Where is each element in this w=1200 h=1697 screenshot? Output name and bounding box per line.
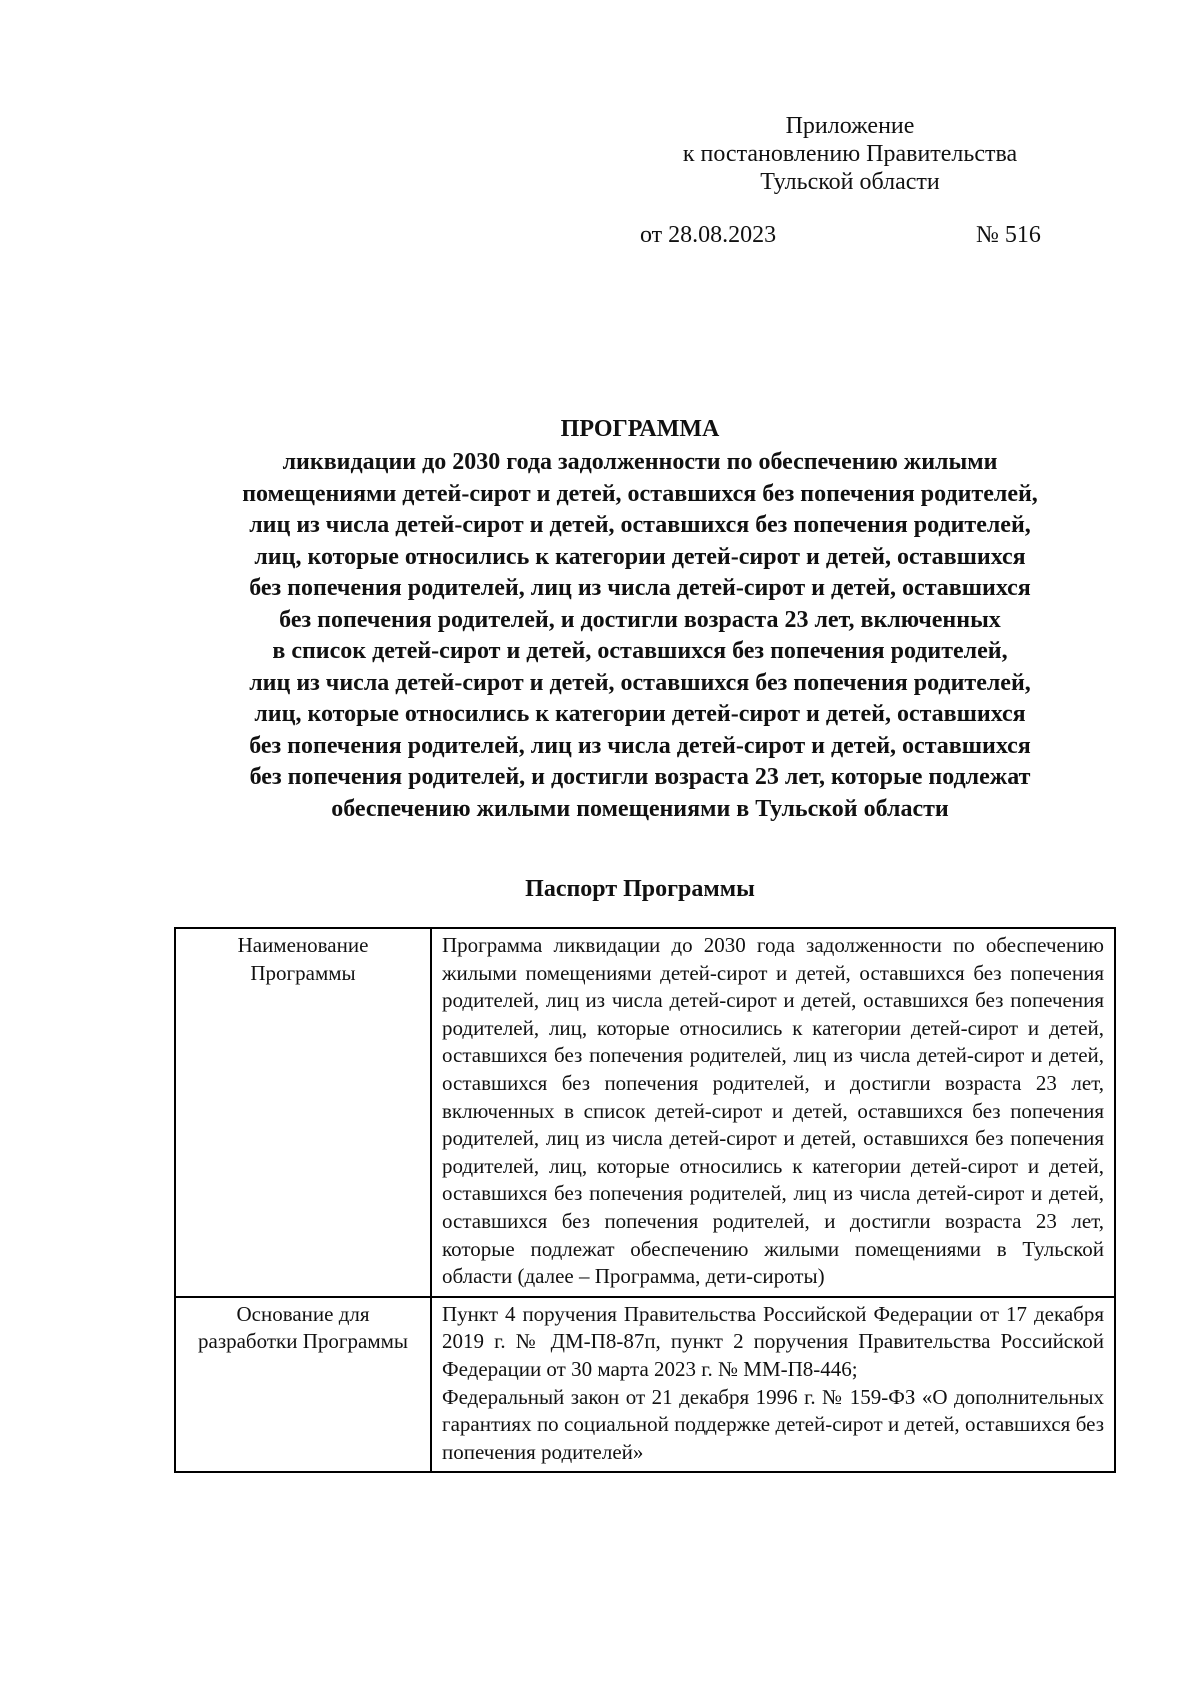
decree-number: № 516 <box>976 222 1041 248</box>
subtitle-line: без попечения родителей, лиц из числа детей-сирот и детей, оставшихся <box>249 575 1031 601</box>
subtitle-line: без попечения родителей, и достигли возраста 23 лет, которые подлежат <box>249 764 1031 790</box>
appendix-line: к постановлению Правительства <box>682 141 1018 167</box>
subtitle-line: лиц, которые относились к категории детей-сирот и детей, оставшихся <box>254 701 1026 727</box>
subtitle-line: лиц, которые относились к категории детей-сирот и детей, оставшихся <box>254 543 1026 570</box>
table-row <box>175 928 1115 1297</box>
subtitle-line: без попечения родителей, лиц из числа детей-сирот и детей, оставшихся <box>249 732 1031 759</box>
subtitle-line: без попечения родителей, и достигли возраста 23 лет, включенных <box>279 606 1001 633</box>
content-paragraph: Программа ликвидации до 2030 года задолженности по обеспечению жилыми помещениями детей-сирот и детей, оставшихся без попечения родителей, лиц из числа детей-сирот и детей, оставшихся без попечения родителей, лиц, которые относились к категории детей-сирот и детей, оставшихся без попечения родителей, лиц из числа детей-сирот и детей, оставшихся без попечения родителей, и достигли возраста 23 лет, включенных в список детей-сирот и детей, оставшихся без попечения родителей, лиц из числа детей-сирот и детей, оставшихся без попечения родителей, лиц, которые относились к категории детей-сирот и детей, оставшихся без попечения родителей, лиц из числа детей-сирот и детей, оставшихся без попечения родителей, и достигли возраста 23 лет, которые подлежат обеспечению жилыми помещениями в Тульской области (далее – Программа, дети-сироты) <box>442 933 1104 1289</box>
passport-heading: Паспорт Программы <box>525 876 755 902</box>
subtitle-line: лиц из числа детей-сирот и детей, оставшихся без попечения родителей, <box>249 669 1031 696</box>
appendix-line: Приложение <box>785 113 915 139</box>
subtitle-line: помещениями детей-сирот и детей, оставшихся без попечения родителей, <box>242 480 1038 507</box>
row-content <box>431 928 1115 1297</box>
appendix-line: Тульской области <box>760 169 940 195</box>
subtitle-line: в список детей-сирот и детей, оставшихся без попечения родителей, <box>272 638 1008 664</box>
program-title: ПРОГРАММА <box>560 416 720 442</box>
row-label: Наименование Программы <box>175 928 431 1297</box>
program-subtitle <box>150 447 1130 825</box>
table-row <box>175 1297 1115 1473</box>
row-content <box>431 1297 1115 1473</box>
appendix-block <box>650 112 1050 196</box>
content-paragraph: Пункт 4 поручения Правительства Российской Федерации от 17 декабря 2019 г. № ДМ-П8-87п, пункт 2 поручения Правительства Российской Федерации от 30 марта 2023 г. № ММ-П8-446; <box>442 1301 1104 1381</box>
subtitle-line: ликвидации до 2030 года задолженности по обеспечению жилыми <box>282 449 998 475</box>
content-paragraph: Федеральный закон от 21 декабря 1996 г. № 159-ФЗ «О дополнительных гарантиях по социальной поддержке детей-сирот и детей, оставшихся без попечения родителей» <box>442 1384 1104 1464</box>
subtitle-line: обеспечению жилыми помещениями в Тульской области <box>331 795 949 822</box>
subtitle-line: лиц из числа детей-сирот и детей, оставшихся без попечения родителей, <box>249 512 1031 538</box>
decree-date: от 28.08.2023 <box>640 222 777 248</box>
row-label: Основание для разработки Программы <box>175 1297 431 1473</box>
passport-table <box>174 927 1116 1473</box>
